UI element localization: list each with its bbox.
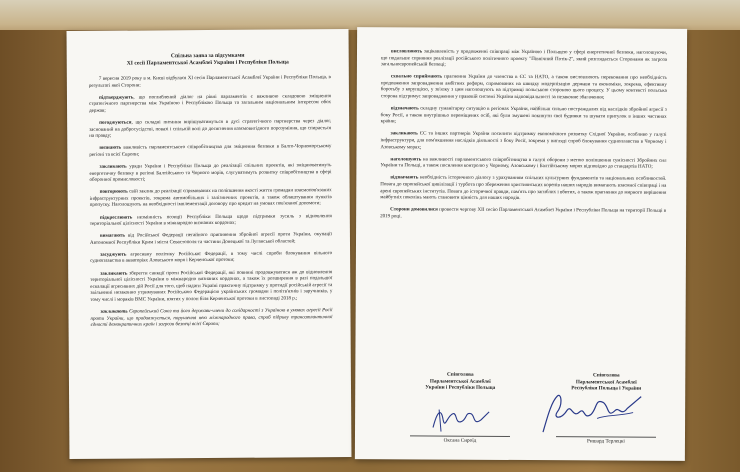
paragraph-text: свій заклик до реалізації спрямованих на поліпшення якості життя громадян взаємопов'язаних інфраструктурних проектів, зокрема автомобільних і залізничних проектів, а також облаштування пунктів пропуску. Наголошують на необхідності імплементації договору про кредит на умовах пов'язаної допомоги; bbox=[89, 188, 332, 209]
paragraph-text: від Російської Федерації негайного припинення збройної агресії проти України, окупації Автономної Республіки Крим і міста Севастополя та частини Донецької та Луганської областей; bbox=[89, 232, 332, 246]
paragraph-text: Європейський Союз та його держави-члени до солідарності з Україною в умовах агресії Росії проти України, що продовжується, порушення нею міжнародного права, спроб підриву трансатлантичної єдності демократичних країн і загрози безпеці всієї Європи; bbox=[90, 308, 333, 329]
signatory-role-line1: Співголова bbox=[447, 371, 474, 378]
paragraph bbox=[380, 157, 666, 172]
paragraph-text: ЄС та інших партнерів України посилити підтримку економічного розвитку Східної України, особливо у галузі інфраструктури, для пом'якшення наслідків діяльності з боку Росії, зокрема у вигляді спроб блокування судноплавства в Чорному і Азовському морях; bbox=[380, 131, 667, 151]
paragraph-lead: відзначають bbox=[390, 175, 419, 181]
paragraph-text: зберегти санкції проти Російської Федерації, які повинні продовжуватися аж до відновлення територіальної цілісності України в міжнародно визнаних кордонах, а також їх розширення в разі подальшої ескалації агресивних дій Росії для того, щоб надати Україні практичну підтримку у протидії російській агресії та звільненні незаконно утримуваних Російською Федерацією українських громадян і політв'язнів і заручників, у тому числі і моряків ВМС України, взятих у полон біля Керченської протоки в листопаді 2018 р.; bbox=[90, 269, 333, 303]
paragraph-text: уряди України і Республіки Польща до реалізації спільних проектів, які зміцнюватимуть енергетичну безпеку в регіоні Балтійського та Чорного морів, слугуватимуть розвитку співробітництва в сфері оборонної промисловості; bbox=[89, 163, 332, 183]
paragraph-text: складну гуманітарну ситуацію в регіонах України, найбільш сильно постраждалих від наслідків збройної агресії з боку Росії, а також внутрішньо переміщених осіб, які були змушені покинути свої будинки та шукати притулок в інших частинах країни; bbox=[380, 106, 667, 125]
signatory-role-line3: України і Республіки Польща bbox=[425, 384, 496, 392]
paragraph-text: прагнення України до членства в ЄС та НАТО, а також висловлюють переконання про необхідність продовження запровадження амбітних реформ, спрямованих на швидку модернізацію держави та економіки, зокрема, ефективну боротьбу з корупцією, у зв'язку з цим наголошують на підтримці польською стороною цього процесу. У цьому контексті польська сторона підтримує запровадження у правовій системі України відповідальності за незаконне збагачення; bbox=[380, 74, 667, 101]
paragraph-lead: наголошують bbox=[390, 157, 422, 163]
signatory-role-line2: Парламентської Асамблеї bbox=[429, 378, 491, 385]
document-page-left bbox=[67, 29, 352, 459]
paragraph-text: , що складні питання вирішуватимуться в дусі стратегічного партнерства через діалог, заснований на добросусідстві, повазі і спільній волі до досягнення взаємовигідного порозуміння, що спирається на правду; bbox=[89, 119, 332, 139]
paragraph-lead: визнають bbox=[99, 145, 122, 152]
paragraph-text: незмінність позиції Республіки Польща щодо підтримки зусиль з відновлення територіальної цілісності України в міжнародно визнаних кордонах; bbox=[89, 213, 332, 227]
paragraph-lead: засуджують bbox=[100, 252, 127, 258]
paragraph-lead: висловлюють bbox=[390, 49, 423, 55]
paragraph-text: 7 вересня 2019 року в м. Києві відбулася XI сесія Парламентської Асамблеї України і Республіки Польща, в результаті якої Сторони: bbox=[88, 75, 331, 89]
paragraph-lead: відзначають bbox=[390, 106, 419, 112]
paragraph bbox=[89, 75, 331, 90]
paragraph-text: необхідність історичного діалогу з урахуванням спільних культурних фундаментів та національних особливостей. Повага до європейської цивілізації і турбота про збереження християнських коренів наших народів вимагають взаємної співпраці і на арені європейських інститутів. Повага до історичної правди, пам'ять про загиблих і вбитих, а також прагнення до мирного вирішення майбутніх поколінь мають становити цінність для наших народів. bbox=[380, 175, 667, 202]
handwritten-signature-1 bbox=[425, 402, 495, 436]
paragraph-lead: закликають bbox=[390, 131, 418, 137]
paragraph-lead: підкреслюють bbox=[99, 215, 133, 221]
paragraph-lead: Сторони домовилися bbox=[390, 207, 438, 213]
paragraph bbox=[89, 163, 331, 184]
paragraph bbox=[381, 49, 667, 70]
paragraph-lead: закликають bbox=[100, 271, 128, 277]
paragraph bbox=[381, 75, 667, 103]
paragraph-text: зацікавленість у продовженні співпраці між Україною і Польщею у сфері енергетичної безпеки, наголошуючи, що подальше сприяння реалізації російського політичного проекту "Північний Потік-2", який розглядається Сторонами як загроза загальноєвропейській безпеці; bbox=[380, 49, 668, 68]
signatory-role-line3: Республіки Польща і України bbox=[571, 385, 642, 392]
paragraph bbox=[380, 132, 666, 153]
signatory-name-2: Ришард Терлецкі bbox=[587, 438, 625, 445]
paragraph-text: , що поглиблений діалог на рівні парламентів є важливою складовою зміцнення стратегічного партнерства між Україною і Республікою Польща та загальним національним інтересом обох держав; bbox=[89, 93, 332, 114]
paragraph-text: на важливості парламентського співробітництва в галузі оборони з метою поліпшення сумісності Збройних сил України та Польщі, а також посилення контролю у Чорному, Азовському і Балтійському морях відповідно до стандартів НАТО; bbox=[380, 157, 667, 171]
signatures-block bbox=[355, 371, 685, 453]
paragraph bbox=[381, 106, 667, 127]
right-page-body bbox=[356, 49, 687, 222]
paragraph bbox=[90, 251, 332, 266]
paragraph bbox=[90, 232, 332, 247]
signatory-name-1: Оксана Сироїд bbox=[443, 437, 477, 444]
paragraph bbox=[89, 144, 331, 159]
paragraph-lead: закликають bbox=[100, 309, 128, 315]
title-line-2: XI сесії Парламентської Асамблеї України і Республіки Польща bbox=[126, 59, 289, 67]
paragraph-text: важливість парламентського співробітництва для зміцнення безпеки в Балто-Чорноморському регіоні та всієї Європи; bbox=[89, 144, 332, 158]
paragraph-text: агресивну політику Російської Федерації, в тому числі спроби блокування вільного судноплавства в акваторіях Азовського моря і Керченської протоки; bbox=[90, 251, 333, 265]
paragraph-lead: повторюють bbox=[99, 189, 128, 195]
signature-block-poland bbox=[541, 372, 671, 445]
paragraph bbox=[90, 188, 332, 209]
signature-block-ukraine bbox=[395, 371, 525, 444]
paragraph bbox=[89, 119, 331, 140]
signatory-role-line1: Співголова bbox=[593, 372, 620, 379]
paragraph-lead: схвально сприймають bbox=[390, 74, 443, 80]
paragraph bbox=[90, 214, 332, 229]
title-line-1: Спільна заява за підсумками bbox=[170, 52, 245, 60]
signatory-role-line2: Парламентської Асамблеї bbox=[575, 378, 637, 386]
paragraph-lead: закликають bbox=[99, 164, 127, 170]
paragraph bbox=[90, 308, 332, 329]
paragraph bbox=[380, 208, 666, 223]
paragraph-lead: погоджуються bbox=[99, 120, 132, 126]
paragraph-lead: вимагають bbox=[99, 233, 126, 239]
document-page-right bbox=[355, 27, 687, 461]
paragraph-text: провести чергову XII сесію Парламентської Асамблеї України і Республіки Польща на території Польщі в 2019 році. bbox=[380, 207, 667, 220]
paragraph bbox=[90, 270, 332, 305]
left-page-body bbox=[67, 75, 351, 330]
paragraph-lead: підтверджують bbox=[98, 95, 134, 101]
handwritten-signature-2 bbox=[537, 388, 647, 439]
paragraph bbox=[380, 176, 666, 204]
paragraph bbox=[89, 94, 331, 115]
